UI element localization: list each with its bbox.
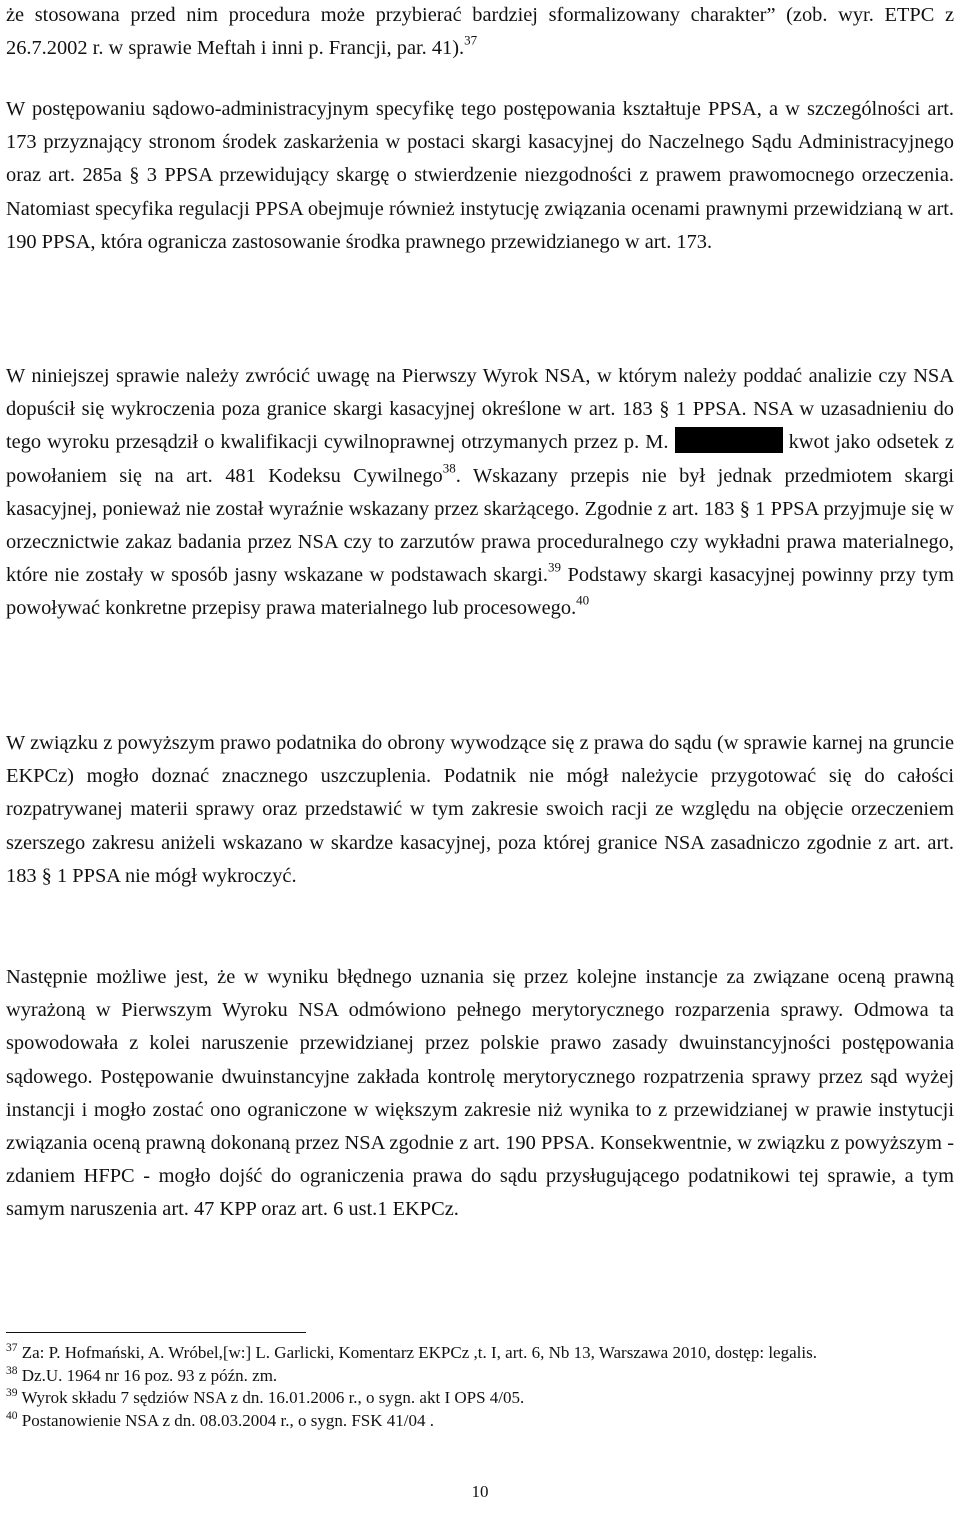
footnote-number: 40 [6, 1409, 18, 1422]
paragraph-3-text-b: kwot jako odsetek z powołaniem się na art. 481 Kodeksu Cywilnego [6, 431, 954, 487]
page-number: 10 [471, 1482, 489, 1501]
footnote-40 [6, 1410, 954, 1433]
footnote-ref-38[interactable]: 38 [442, 460, 456, 476]
paragraph-3 [6, 360, 954, 626]
paragraph-3-text-c: . Wskazany przepis nie był jednak przedmiotem skargi kasacyjnej, ponieważ nie został wyraźnie wskazany przez skarżącego. Zgodnie z art. 183 § 1 PPSA przyjmuje się w orzecznictwie zakaz badania przez NSA czy to zarzutów prawa proceduralnego czy wykładni prawa materialnego, które nie zostały w sposób jasny wskazane w podstawach skargi. [6, 464, 954, 587]
footnote-separator [6, 1332, 306, 1333]
paragraph-2 [6, 93, 954, 259]
paragraph-3-text-d: Podstawy skargi kasacyjnej powinny przy tym powoływać konkretne przepisy prawa materialnego lub procesowego. [6, 564, 954, 620]
footnote-ref-37[interactable]: 37 [464, 32, 478, 48]
paragraph-4-text: W związku z powyższym prawo podatnika do obrony wywodzące się z prawa do sądu (w sprawie karnej na gruncie EKPCz) mogło doznać znacznego uszczuplenia. Podatnik nie mógł należycie przygotować się do całości rozpatrywanej materii sprawy oraz przedstawić w tym zakresie swoich racji ze względu na objęcie orzeczeniem szerszego zakresu aniżeli wskazano w skardze kasacyjnej, poza której granice NSA zasadniczo zgodnie z art. art. 183 § 1 PPSA nie mógł wykroczyć. [6, 732, 954, 887]
document-page [6, 0, 954, 1513]
footnote-number: 37 [6, 1341, 18, 1354]
footnote-37 [6, 1342, 954, 1365]
footnote-ref-40[interactable]: 40 [576, 593, 590, 609]
footnote-text: Wyrok składu 7 sędziów NSA z dn. 16.01.2006 r., o sygn. akt I OPS 4/05. [17, 1388, 525, 1407]
footnote-number: 38 [6, 1364, 18, 1377]
footnote-text: Postanowienie NSA z dn. 08.03.2004 r., o sygn. FSK 41/04 . [17, 1410, 435, 1430]
paragraph-5-text: Następnie możliwe jest, że w wyniku błędnego uznania się przez kolejne instancje za związane oceną prawną wyrażoną w Pierwszym Wyroku NSA odmówiono pełnego merytorycznego rozparzenia sprawy. Odmowa ta spowodowała z kolei naruszenie przewidzianej przez polskie prawo zasady dwuinstancyjności postępowania sądowego. Postępowanie dwuinstancyjne zakłada kontrolę merytorycznego rozpatrzenia sprawy przez sąd wyżej instancji i mogło zostać ono ograniczone w większym zakresie niż wynika to z przewidzianej w prawie instytucji związania oceną prawną dokonaną przez NSA zgodnie z art. 190 PPSA. Konsekwentnie, w związku z powyższym - zdaniem HFPC - mogło dojść do ograniczenia prawa do sądu przysługującego podatnikowi tej sprawie, a tym samym naruszenia art. 47 KPP oraz art. 6 ust.1 EKPCz. [6, 966, 954, 1221]
paragraph-1 [6, 0, 954, 65]
footnote-number: 39 [6, 1386, 18, 1399]
paragraph-3-text-a: W niniejszej sprawie należy zwrócić uwagę na Pierwszy Wyrok NSA, w którym należy poddać analizie czy NSA dopuścił się wykroczenia poza granice skargi kasacyjnej określone w art. 183 § 1 PPSA. NSA w uzasadnieniu do tego wyroku przesądził o kwalifikacji cywilnoprawnej otrzymanych przez p. M. [6, 365, 954, 454]
footnote-38 [6, 1365, 954, 1388]
paragraph-5 [6, 961, 954, 1227]
paragraph-4 [6, 727, 954, 893]
footnote-39 [6, 1387, 954, 1410]
footnote-text: Za: P. Hofmański, A. Wróbel,[w:] L. Garlicki, Komentarz EKPCz ,t. I, art. 6, Nb 13, Warszawa 2010, dostęp: legalis. [17, 1343, 817, 1362]
footnote-ref-39[interactable]: 39 [548, 559, 562, 575]
footnotes-section [6, 1342, 954, 1432]
paragraph-1-text: że stosowana przed nim procedura może przybierać bardziej sformalizowany charakter” (zob. wyr. ETPC z 26.7.2002 r. w sprawie Meftah i inni p. Francji, par. 41). [6, 4, 954, 60]
redacted-name-block [675, 427, 783, 453]
paragraph-2-text: W postępowaniu sądowo-administracyjnym specyfikę tego postępowania kształtuje PPSA, a w szczególności art. 173 przyznający stronom środek zaskarżenia w postaci skargi kasacyjnej do Naczelnego Sądu Administracyjnego oraz art. 285a § 3 PPSA przewidujący skargę o stwierdzenie niezgodności z prawem prawomocnego orzeczenia. Natomiast specyfika regulacji PPSA obejmuje również instytucję związania ocenami prawnymi przewidzianą w art. 190 PPSA, która ogranicza zastosowanie środka prawnego przewidzianego w art. 173. [6, 98, 954, 253]
footnote-text: Dz.U. 1964 nr 16 poz. 93 z późn. zm. [17, 1365, 278, 1385]
